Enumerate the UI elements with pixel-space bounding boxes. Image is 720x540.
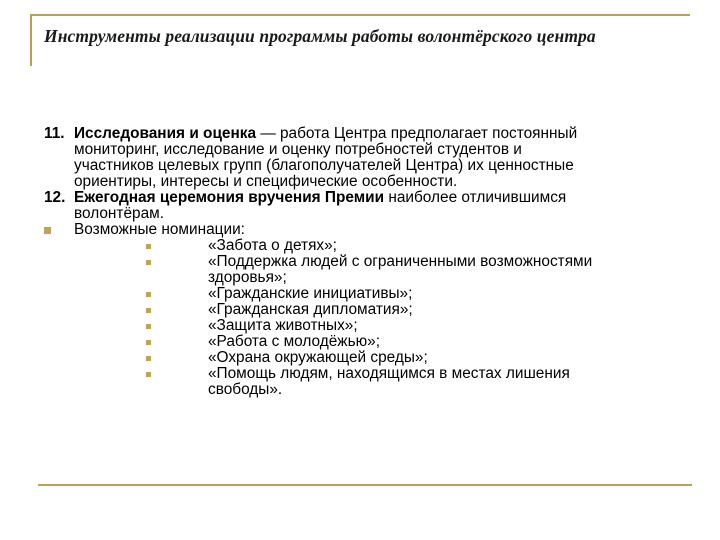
- small-square-bullet-icon: [146, 244, 151, 249]
- item-heading: Ежегодная церемония вручения Премии: [74, 189, 385, 206]
- item-text-line: наиболее отличившимся: [384, 189, 567, 206]
- nomination-item: «Поддержка людей с ограниченными возможностями здоровья»;: [44, 254, 704, 286]
- slide-body: [44, 126, 704, 398]
- list-item-nominations: [44, 222, 704, 238]
- item-text-line: — работа Центра предполагает постоянный: [256, 125, 578, 142]
- nomination-item: «Охрана окружающей среды»;: [44, 350, 704, 366]
- item-heading: Исследования и оценка: [74, 125, 257, 142]
- small-square-bullet-icon: [146, 260, 151, 265]
- small-square-bullet-icon: [146, 356, 151, 361]
- item-text-line: ориентиры, интересы и специфические особенности.: [74, 173, 458, 190]
- item-text-line: участников целевых групп (благополучателей Центра) их ценностные: [74, 157, 574, 174]
- bottom-divider: [38, 484, 692, 486]
- small-square-bullet-icon: [146, 324, 151, 329]
- small-square-bullet-icon: [146, 372, 151, 377]
- nomination-item: «Работа с молодёжью»;: [44, 334, 704, 350]
- nominations-label: Возможные номинации:: [74, 221, 245, 238]
- top-divider: [30, 14, 690, 16]
- slide-title: Инструменты реализации программы работы волонтёрского центра: [44, 26, 596, 46]
- nomination-item: «Защита животных»;: [44, 318, 704, 334]
- nomination-item: «Помощь людям, находящимся в местах лишения свободы».: [44, 366, 704, 398]
- item-number: 11.: [44, 125, 65, 142]
- nomination-item: «Гражданская дипломатия»;: [44, 302, 704, 318]
- small-square-bullet-icon: [146, 308, 151, 313]
- list-item-research: [44, 126, 704, 190]
- nomination-item: «Забота о детях»;: [44, 238, 704, 254]
- small-square-bullet-icon: [146, 292, 151, 297]
- nomination-item: «Гражданские инициативы»;: [44, 286, 704, 302]
- square-bullet-icon: [44, 227, 51, 234]
- left-divider: [30, 14, 32, 66]
- small-square-bullet-icon: [146, 340, 151, 345]
- list-item-ceremony: [44, 190, 704, 222]
- item-text-line: волонтёрам.: [74, 205, 165, 222]
- item-text-line: мониторинг, исследование и оценку потребностей студентов и: [74, 141, 522, 158]
- item-number: 12.: [44, 189, 66, 206]
